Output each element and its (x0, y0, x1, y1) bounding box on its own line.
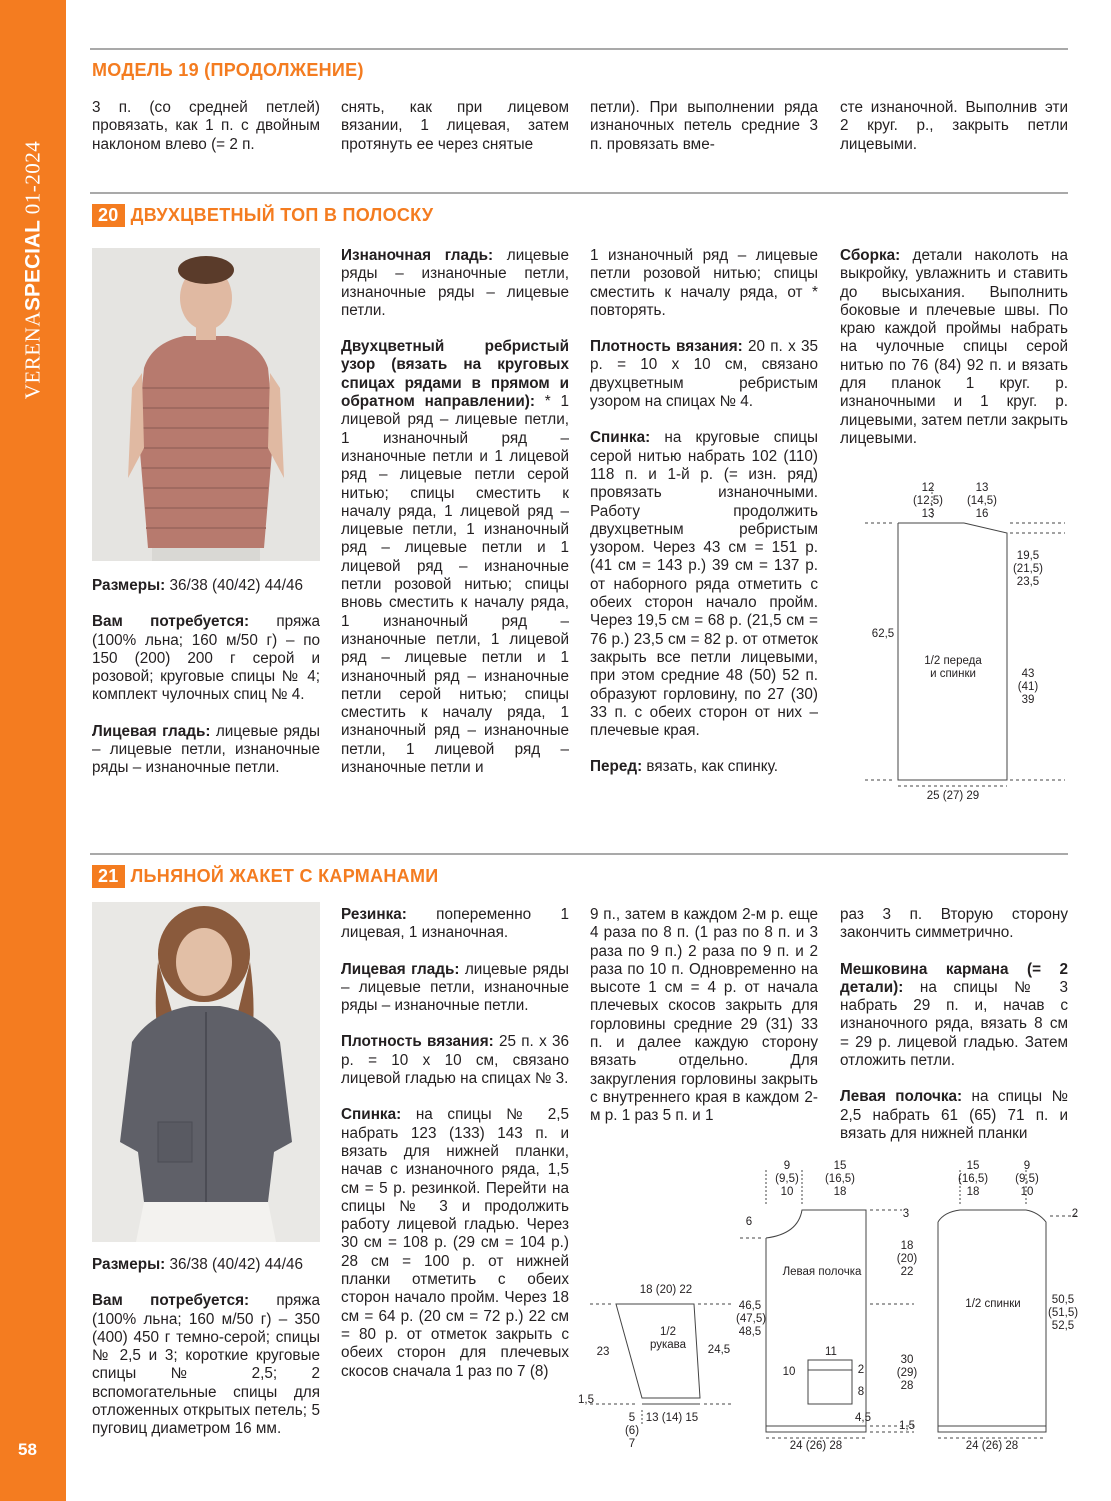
s21-back-cont: 9 п., затем в каждом 2-м р. еще 4 раза по 8 п. (1 раз по 8 п. и 3 раза по 9 п.) 2 раза по 9 п. и 2 раза по 10 п. Одновременно на высоте 1 см = 4 р. от начала плечевых скосов закрыть для горловины средние 29 (31) 33 п. и далее каждую сторону вязать отдельно. Для закругления горловины закрыть с внутреннего края в каждом 2-м р. 1 раз 5 п. и 1 (590, 906, 818, 1125)
front-neck: 15 (16,5) 18 (824, 1160, 856, 1198)
section-rule (90, 192, 1068, 194)
s21-column-3 (590, 906, 818, 1144)
back-shoulder: 9 (9,5) 10 (1015, 1160, 1039, 1198)
section-number: 20 (92, 204, 125, 227)
sleeve-side: 24,5 (707, 1344, 731, 1356)
s20-column-1 (92, 577, 320, 796)
pocket-width: 11 (825, 1346, 837, 1358)
s20-rib: Двухцветный ребристый узор (вязать на круговых спицах рядами в прямом и обратном направлении): * 1 лицевой ряд – лицевые петли, 1 изнаночный ряд – изнаночные петли и 1 лицевой ряд – лицевые петли серой нитью; спицы сместить к началу ряда, 1 лицевой ряд – лицевые петли, 1 изнаночный ряд – лицевые петли и 1 лицевой ряд – изнаночные петли розовой нитью; спицы вновь сместить к началу ряда, 1 изнаночный ряд – изнаночные петли, 1 лицевой ряд – лицевые петли и 1 изнаночный ряд – изнаночные петли серой нитью; спицы сместить к началу ряда, 1 изнаночный ряд – изнаночные петли, 1 лицевой ряд – изнаночные петли и (341, 338, 569, 777)
section-number: 21 (92, 865, 125, 888)
s20-reverse: Изнаночная гладь: лицевые ряды – изнаночные петли, изнаночные ряды – лицевые петли. (341, 247, 569, 319)
front-total: 46,5 (47,5) 48,5 (736, 1300, 767, 1338)
sleeve-height: 23 (596, 1346, 610, 1358)
sleeve-top: 18 (20) 22 (639, 1284, 693, 1296)
section-rule (90, 853, 1068, 855)
model-20-photo (92, 248, 320, 561)
shoulder-measure: 12 (12,5) 13 (912, 482, 944, 520)
total-height: 62,5 (871, 628, 895, 640)
back-total: 50,5 (51,5) 52,5 (1048, 1294, 1079, 1332)
pocket-left: 10 (782, 1366, 796, 1378)
section-rule (90, 48, 1068, 50)
front-shoulder: 9 (9,5) 10 (775, 1160, 799, 1198)
sleeve-label: 1/2 рукава (649, 1326, 687, 1351)
back-neck: 15 (16,5) 18 (958, 1160, 989, 1198)
s21-stockinette: Лицевая гладь: лицевые ряды – лицевые петли, изнаночные ряды – изнаночные петли. (341, 960, 569, 1015)
s20-front: Перед: вязать, как спинку. (590, 758, 778, 776)
s20-schematic (860, 478, 1070, 808)
section-21-title: 21 ЛЬНЯНОЙ ЖАКЕТ С КАРМАНАМИ (92, 865, 439, 888)
sleeve-cuff: 1,5 (578, 1394, 594, 1406)
s20-stockinette: Лицевая гладь: лицевые ряды – лицевые петли, изнаночные ряды – изнаночные петли. (92, 722, 320, 777)
front-neck-depth: 6 (745, 1216, 753, 1228)
s20-materials: Вам потребуется: пряжа (100% льна; 160 м/50 г) – по 150 (200) 200 г серой и розовой; круговые спицы № 4; комплект чулочных спиц № 4. (92, 613, 320, 704)
s20-gauge: Плотность вязания: 20 п. х 35 р. = 10 х 10 см, связано двухцветным ребристым узором на спицах № 4. (590, 338, 818, 411)
s20-back: Спинка: на круговые спицы серой нитью набрать 102 (110) 118 п. и 1-й р. (= изн. ряд) провязать изнаночными. Работу продолжить двухцветным ребристым узором. Через 43 см = 151 р. (41 см = 143 р.) 39 см = 137 р. от наборного ряда отметить с обеих сторон начало пройм. Через 19,5 см = 68 р. (21,5 см = 76 р.) 23,5 см = 82 р. от отметок закрыть все петли лицевыми, при этом средние 48 (50) 52 п. образуют горловину, по 27 (30) 33 п. с обеих сторон от них – плечевые края. (590, 429, 818, 740)
s21-left-front: Левая полочка: на спицы № 2,5 набрать 61 (65) 71 п. и вязать для нижней планки (840, 1088, 1068, 1142)
section-20-title: 20 ДВУХЦВЕТНЫЙ ТОП В ПОЛОСКУ (92, 204, 433, 227)
back-neck-depth: 2 (1071, 1208, 1079, 1220)
s21-column-1 (92, 1256, 320, 1457)
s21-rib: Резинка: попеременно 1 лицевая, 1 изнаночная. (341, 906, 569, 942)
s21-sizes: Размеры: 36/38 (40/42) 44/46 (92, 1256, 304, 1273)
back-width: 24 (26) 28 (965, 1440, 1019, 1452)
s21-column-2 (341, 906, 569, 1399)
s20-column-3 (590, 247, 818, 795)
s21-neck-finish: раз 3 п. Вторую сторону закончить симметрично. (840, 906, 1068, 942)
s21-back-schematic (930, 1160, 1080, 1466)
armhole-measure: 18 (20) 22 (896, 1240, 918, 1278)
side-measure: 30 (29) 28 (896, 1354, 918, 1392)
band-measure: 1,5 (899, 1420, 915, 1432)
piece-label: 1/2 переда и спинки (924, 655, 982, 680)
armhole-top: 3 (902, 1208, 910, 1220)
s20-sizes: Размеры: 36/38 (40/42) 44/46 (92, 577, 304, 594)
s19-column-1: 3 п. (со средней петлей) провязать, как 1 п. с двойным наклоном влево (= 2 п. (92, 99, 320, 153)
s20-column-2 (341, 247, 569, 795)
armhole-measure: 19,5 (21,5) 23,5 (1012, 550, 1044, 588)
neck-measure: 13 (14,5) 16 (966, 482, 998, 520)
model-21-photo (92, 902, 320, 1242)
pocket-height: 8 (857, 1386, 865, 1398)
pocket-bottom: 4,5 (855, 1412, 871, 1424)
back-label: 1/2 спинки (965, 1298, 1021, 1310)
sleeve-edge: 5 (6) 7 (624, 1412, 640, 1450)
s20-assembly: Сборка: детали наколоть на выкройку, увлажнить и ставить до высыхания. Выполнить боковые и плечевые швы. По краю каждой проймы набрать на чулочные спицы серой нитью по 76 (84) 92 п. и вязать для планок 1 круг. р. изнаночными и 1 круг. р. лицевыми, затем петли закрыть лицевыми. (840, 247, 1068, 447)
s21-sleeve-schematic (576, 1276, 736, 1466)
width-measure: 25 (27) 29 (926, 790, 980, 802)
s21-column-4 (840, 906, 1068, 1161)
s19-column-4: сте изнаночной. Выполнив эти 2 круг. р., закрыть петли лицевыми. (840, 99, 1068, 153)
sleeve-bottom: 13 (14) 15 (645, 1412, 699, 1424)
s19-column-3: петли). При выполнении ряда изнаночных петель средние 3 п. провязать вме- (590, 99, 818, 153)
s21-back: Спинка: на спицы № 2,5 набрать 123 (133) 143 п. и вязать для нижней планки, начав с изнаночного ряда, 1,5 см = 5 р. резинкой. Перейти на спицы № 3 и продолжить работу лицевой гладью. Через 30 см = 108 р. (29 см = 104 р.) 28 см = 100 р. от нижней планки отметить с обеих сторон начало пройм. Через 18 см = 64 р. (20 см = 72 р.) 22 см = 80 р. от отметок закрыть с обеих сторон для плечевых скосов сначала 1 раз по 7 (8) (341, 1106, 569, 1380)
section-19-title: МОДЕЛЬ 19 (ПРОДОЛЖЕНИЕ) (92, 60, 364, 80)
s20-column-4 (840, 247, 1068, 466)
pocket-top: 2 (857, 1364, 865, 1376)
s21-pocket: Мешковина кармана (= 2 детали): на спицы № 3 набрать 29 п. и, начав с изнаночного ряда, вязать 8 см = 29 р. лицевой гладью. Затем отложить петли. (840, 960, 1068, 1070)
s21-materials: Вам потребуется: пряжа (100% льна; 160 м/50 г) – 350 (400) 450 г темно-серой; спицы № 2,5 и 3; короткие круговые спицы № 2,5; 2 вспомогательные спицы для отложенных открытых петель; 5 пуговиц диаметром 16 мм. (92, 1292, 320, 1438)
s20-rib-cont: 1 изнаночный ряд – лицевые петли розовой нитью; спицы сместить к началу ряда, от * повторять. (590, 247, 818, 319)
side-measure: 43 (41) 39 (1017, 668, 1039, 706)
page-number: 58 (18, 1440, 37, 1459)
s19-column-2: снять, как при лицевом вязании, 1 лицевая, затем протянуть ее через снятые (341, 99, 569, 153)
front-label: Левая полочка (782, 1266, 862, 1278)
front-width: 24 (26) 28 (789, 1440, 843, 1452)
magazine-title: VERENASPECIAL 01-2024 (20, 140, 45, 400)
s21-gauge: Плотность вязания: 25 п. х 36 р. = 10 х 10 см, связано лицевой гладью на спицах № 3. (341, 1033, 569, 1088)
